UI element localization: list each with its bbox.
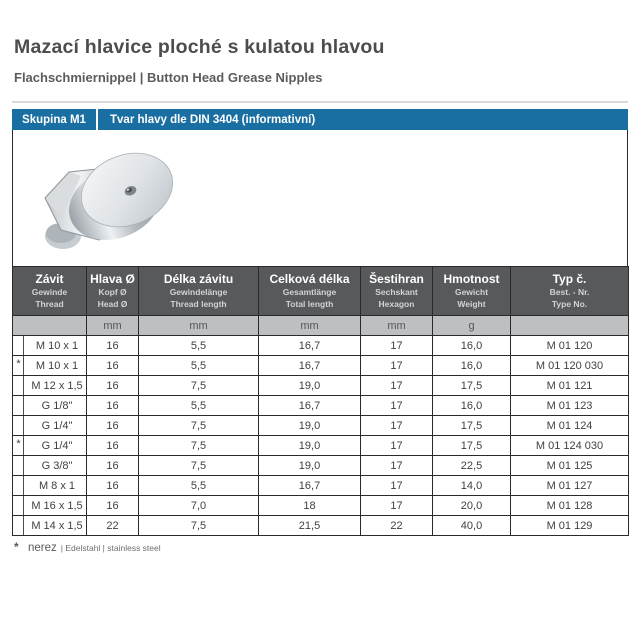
table-row — [13, 356, 629, 376]
stainless-marker: * — [16, 438, 21, 450]
cell-type-no: M 01 121 — [511, 376, 629, 396]
cell-total-length: 16,7 — [259, 356, 361, 376]
cell-weight: 17,5 — [433, 376, 511, 396]
col-total-length — [259, 267, 361, 316]
cell-head-diameter: 16 — [87, 416, 139, 436]
cell-head-diameter: 16 — [87, 356, 139, 376]
cell-hexagon: 17 — [361, 376, 433, 396]
page-subtitle: Flachschmiernippel | Button Head Grease Nipples — [14, 70, 323, 85]
footnote-text-cs: nerez — [28, 542, 57, 554]
col-label-de: Gewindelänge — [169, 287, 228, 298]
product-image-panel — [12, 130, 628, 266]
col-label-cs: Celková délka — [269, 272, 350, 287]
cell-weight: 40,0 — [433, 516, 511, 536]
cell-total-length: 19,0 — [259, 436, 361, 456]
col-label-cs: Šestihran — [369, 272, 424, 287]
head-shape-description: Tvar hlavy dle DIN 3404 (informativní) — [110, 113, 316, 126]
section-bar — [12, 109, 628, 130]
cell-total-length: 21,5 — [259, 516, 361, 536]
table-body — [13, 336, 629, 536]
col-label-en: Hexagon — [378, 298, 415, 309]
cell-thread — [13, 416, 87, 436]
cell-head-diameter: 16 — [87, 476, 139, 496]
cell-head-diameter: 16 — [87, 396, 139, 416]
cell-head-diameter: 16 — [87, 456, 139, 476]
cell-weight: 17,5 — [433, 436, 511, 456]
cell-thread-length: 7,0 — [139, 496, 259, 516]
group-label: Skupina M1 — [22, 113, 86, 126]
thread-size-label: M 10 x 1 — [35, 359, 79, 372]
cell-total-length: 18 — [259, 496, 361, 516]
cell-weight: 16,0 — [433, 396, 511, 416]
unit-cell — [511, 316, 629, 336]
cell-thread — [13, 516, 87, 536]
thread-size-label: G 3/8" — [41, 459, 73, 472]
cell-head-diameter: 16 — [87, 496, 139, 516]
col-label-cs: Typ č. — [552, 272, 587, 287]
cell-type-no: M 01 127 — [511, 476, 629, 496]
col-label-en: Weight — [457, 298, 486, 309]
cell-weight: 22,5 — [433, 456, 511, 476]
col-label-de: Kopf Ø — [98, 287, 127, 298]
cell-hexagon: 17 — [361, 416, 433, 436]
unit-cell: mm — [87, 316, 139, 336]
cell-hexagon: 17 — [361, 356, 433, 376]
col-thread-length — [139, 267, 259, 316]
cell-thread — [13, 496, 87, 516]
table-row — [13, 496, 629, 516]
thread-size-label: M 14 x 1,5 — [31, 519, 83, 532]
cell-head-diameter: 16 — [87, 436, 139, 456]
cell-weight: 17,5 — [433, 416, 511, 436]
thread-size-label: M 16 x 1,5 — [31, 499, 83, 512]
table-header — [13, 267, 629, 336]
cell-hexagon: 17 — [361, 436, 433, 456]
cell-total-length: 16,7 — [259, 396, 361, 416]
cell-thread-length: 5,5 — [139, 476, 259, 496]
stainless-marker: * — [16, 358, 21, 370]
table-row — [13, 476, 629, 496]
cell-type-no: M 01 124 030 — [511, 436, 629, 456]
cell-thread — [13, 456, 87, 476]
cell-thread-length: 7,5 — [139, 376, 259, 396]
cell-type-no: M 01 124 — [511, 416, 629, 436]
cell-weight: 20,0 — [433, 496, 511, 516]
footnote-marker: * — [14, 540, 19, 554]
table-row — [13, 396, 629, 416]
col-type-number — [511, 267, 629, 316]
col-label-en: Thread — [35, 298, 64, 309]
cell-weight: 16,0 — [433, 356, 511, 376]
cell-total-length: 19,0 — [259, 416, 361, 436]
cell-hexagon: 17 — [361, 396, 433, 416]
cell-hexagon: 22 — [361, 516, 433, 536]
col-head-diameter — [87, 267, 139, 316]
cell-type-no: M 01 123 — [511, 396, 629, 416]
thread-size-label: M 12 x 1,5 — [31, 379, 83, 392]
thread-size-label: G 1/4" — [41, 419, 73, 432]
thread-size-label: M 10 x 1 — [35, 339, 79, 352]
cell-head-diameter: 16 — [87, 376, 139, 396]
unit-cell: mm — [259, 316, 361, 336]
thread-size-label: G 1/8" — [41, 399, 73, 412]
cell-thread — [13, 356, 87, 376]
cell-thread-length: 5,5 — [139, 356, 259, 376]
col-label-de: Best. - Nr. — [549, 287, 590, 298]
spec-table — [12, 266, 629, 536]
cell-total-length: 16,7 — [259, 336, 361, 356]
thread-size-label: M 8 x 1 — [38, 479, 76, 492]
cell-thread-length: 7,5 — [139, 456, 259, 476]
cell-hexagon: 17 — [361, 476, 433, 496]
grease-nipple-photo — [29, 136, 179, 262]
table-row — [13, 516, 629, 536]
cell-hexagon: 17 — [361, 336, 433, 356]
footnote-text-de-en: | Edelstahl | stainless steel — [60, 543, 161, 553]
cell-head-diameter: 22 — [87, 516, 139, 536]
cell-type-no: M 01 120 030 — [511, 356, 629, 376]
cell-thread-length: 7,5 — [139, 516, 259, 536]
units-row — [13, 316, 629, 336]
cell-weight: 16,0 — [433, 336, 511, 356]
cell-thread — [13, 396, 87, 416]
cell-type-no: M 01 125 — [511, 456, 629, 476]
cell-hexagon: 17 — [361, 496, 433, 516]
cell-thread — [13, 436, 87, 456]
cell-thread-length: 7,5 — [139, 416, 259, 436]
cell-thread — [13, 476, 87, 496]
cell-type-no: M 01 129 — [511, 516, 629, 536]
col-label-de: Gewinde — [31, 287, 68, 298]
cell-thread-length: 7,5 — [139, 436, 259, 456]
col-thread — [13, 267, 87, 316]
cell-thread-length: 5,5 — [139, 336, 259, 356]
unit-cell: mm — [139, 316, 259, 336]
col-label-en: Head Ø — [97, 298, 128, 309]
table-row — [13, 436, 629, 456]
table-row — [13, 416, 629, 436]
col-label-de: Sechskant — [375, 287, 418, 298]
col-label-de: Gesamtlänge — [282, 287, 337, 298]
col-label-cs: Délka závitu — [163, 272, 234, 287]
col-label-cs: Závit — [35, 272, 64, 287]
cell-total-length: 19,0 — [259, 376, 361, 396]
cell-type-no: M 01 128 — [511, 496, 629, 516]
col-label-cs: Hlava Ø — [90, 272, 135, 287]
cell-total-length: 19,0 — [259, 456, 361, 476]
unit-cell — [13, 316, 87, 336]
unit-cell: g — [433, 316, 511, 336]
col-weight — [433, 267, 511, 316]
stainless-footnote — [14, 540, 161, 554]
col-label-de: Gewicht — [454, 287, 489, 298]
col-hexagon — [361, 267, 433, 316]
cell-thread — [13, 376, 87, 396]
unit-cell: mm — [361, 316, 433, 336]
cell-type-no: M 01 120 — [511, 336, 629, 356]
table-row — [13, 336, 629, 356]
col-label-en: Total length — [285, 298, 334, 309]
cell-hexagon: 17 — [361, 456, 433, 476]
cell-head-diameter: 16 — [87, 336, 139, 356]
cell-weight: 14,0 — [433, 476, 511, 496]
cell-thread — [13, 336, 87, 356]
cell-thread-length: 5,5 — [139, 396, 259, 416]
cell-total-length: 16,7 — [259, 476, 361, 496]
page-title: Mazací hlavice ploché s kulatou hlavou — [14, 36, 385, 58]
col-label-cs: Hmotnost — [443, 272, 500, 287]
col-label-en: Type No. — [551, 298, 588, 309]
thread-size-label: G 1/4" — [41, 439, 73, 452]
col-label-en: Thread length — [170, 298, 227, 309]
table-row — [13, 376, 629, 396]
table-row — [13, 456, 629, 476]
section-divider — [12, 101, 628, 103]
